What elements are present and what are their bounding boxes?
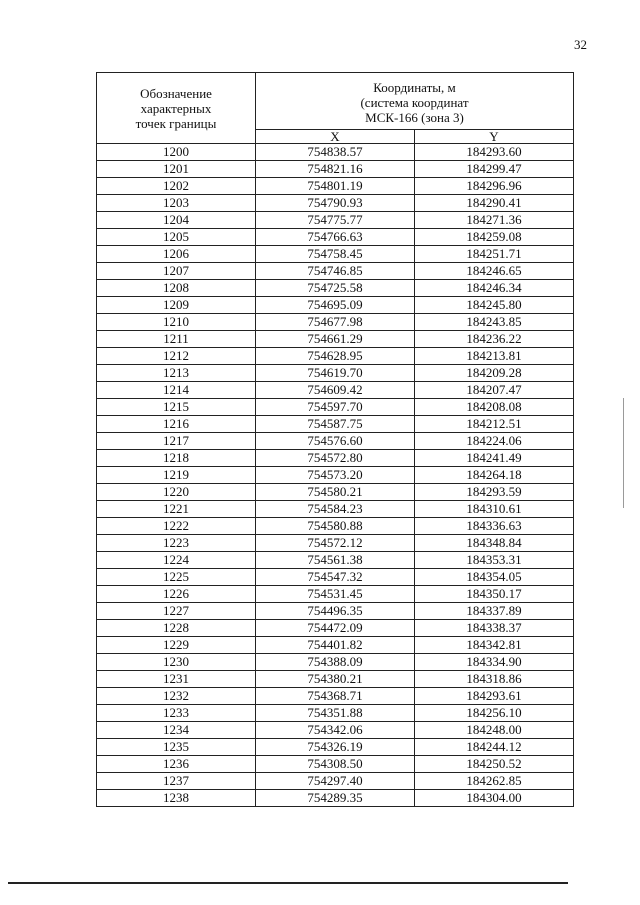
footer-rule xyxy=(8,882,568,884)
point-cell: 1212 xyxy=(97,348,256,365)
table-row xyxy=(97,195,574,212)
table-row xyxy=(97,178,574,195)
y-coordinate-cell: 184244.12 xyxy=(415,739,574,756)
x-coordinate-cell: 754580.88 xyxy=(256,518,415,535)
x-coordinate-cell: 754597.70 xyxy=(256,399,415,416)
table-row xyxy=(97,365,574,382)
x-coordinate-cell: 754790.93 xyxy=(256,195,415,212)
point-cell: 1224 xyxy=(97,552,256,569)
table-row xyxy=(97,535,574,552)
point-cell: 1222 xyxy=(97,518,256,535)
x-coordinate-cell: 754531.45 xyxy=(256,586,415,603)
y-coordinate-cell: 184259.08 xyxy=(415,229,574,246)
table-body xyxy=(97,144,574,807)
table-row xyxy=(97,569,574,586)
table-row xyxy=(97,416,574,433)
y-coordinate-cell: 184353.31 xyxy=(415,552,574,569)
x-coordinate-cell: 754572.12 xyxy=(256,535,415,552)
table-row xyxy=(97,671,574,688)
table-row xyxy=(97,688,574,705)
x-coordinate-cell: 754351.88 xyxy=(256,705,415,722)
x-coordinate-cell: 754801.19 xyxy=(256,178,415,195)
table-row xyxy=(97,790,574,807)
x-coordinate-cell: 754368.71 xyxy=(256,688,415,705)
x-coordinate-cell: 754289.35 xyxy=(256,790,415,807)
point-cell: 1213 xyxy=(97,365,256,382)
table-row xyxy=(97,501,574,518)
x-coordinate-cell: 754580.21 xyxy=(256,484,415,501)
y-coordinate-cell: 184293.60 xyxy=(415,144,574,161)
header-y: Y xyxy=(415,130,574,144)
table-row xyxy=(97,586,574,603)
table-row xyxy=(97,263,574,280)
table-row xyxy=(97,246,574,263)
header-point-line: характерных xyxy=(140,100,212,116)
y-coordinate-cell: 184337.89 xyxy=(415,603,574,620)
table-row xyxy=(97,382,574,399)
table-row xyxy=(97,399,574,416)
point-cell: 1237 xyxy=(97,773,256,790)
x-coordinate-cell: 754775.77 xyxy=(256,212,415,229)
x-coordinate-cell: 754766.63 xyxy=(256,229,415,246)
table-row xyxy=(97,297,574,314)
point-cell: 1232 xyxy=(97,688,256,705)
point-cell: 1215 xyxy=(97,399,256,416)
x-coordinate-cell: 754746.85 xyxy=(256,263,415,280)
point-cell: 1234 xyxy=(97,722,256,739)
y-coordinate-cell: 184264.18 xyxy=(415,467,574,484)
y-coordinate-cell: 184248.00 xyxy=(415,722,574,739)
point-cell: 1230 xyxy=(97,654,256,671)
page-number: 32 xyxy=(574,37,587,52)
point-cell: 1227 xyxy=(97,603,256,620)
y-coordinate-cell: 184336.63 xyxy=(415,518,574,535)
point-cell: 1208 xyxy=(97,280,256,297)
x-coordinate-cell: 754619.70 xyxy=(256,365,415,382)
header-coords-line: Координаты, м xyxy=(373,79,456,95)
margin-scan-mark xyxy=(623,398,624,508)
point-cell: 1214 xyxy=(97,382,256,399)
point-cell: 1206 xyxy=(97,246,256,263)
point-cell: 1229 xyxy=(97,637,256,654)
table-row xyxy=(97,603,574,620)
table-header xyxy=(97,73,574,144)
y-coordinate-cell: 184338.37 xyxy=(415,620,574,637)
table-row xyxy=(97,654,574,671)
table-row xyxy=(97,637,574,654)
table-row xyxy=(97,450,574,467)
table-row xyxy=(97,620,574,637)
x-coordinate-cell: 754496.35 xyxy=(256,603,415,620)
point-cell: 1205 xyxy=(97,229,256,246)
x-coordinate-cell: 754572.80 xyxy=(256,450,415,467)
point-cell: 1202 xyxy=(97,178,256,195)
y-coordinate-cell: 184245.80 xyxy=(415,297,574,314)
point-cell: 1221 xyxy=(97,501,256,518)
x-coordinate-cell: 754661.29 xyxy=(256,331,415,348)
table-row xyxy=(97,756,574,773)
point-cell: 1203 xyxy=(97,195,256,212)
y-coordinate-cell: 184342.81 xyxy=(415,637,574,654)
coordinates-table xyxy=(96,72,574,807)
x-coordinate-cell: 754380.21 xyxy=(256,671,415,688)
y-coordinate-cell: 184334.90 xyxy=(415,654,574,671)
table-row xyxy=(97,484,574,501)
y-coordinate-cell: 184209.28 xyxy=(415,365,574,382)
point-cell: 1231 xyxy=(97,671,256,688)
table-row xyxy=(97,467,574,484)
header-point-designation xyxy=(97,73,256,144)
x-coordinate-cell: 754326.19 xyxy=(256,739,415,756)
point-cell: 1219 xyxy=(97,467,256,484)
point-cell: 1216 xyxy=(97,416,256,433)
table-row xyxy=(97,229,574,246)
table-row xyxy=(97,331,574,348)
table-row xyxy=(97,348,574,365)
y-coordinate-cell: 184236.22 xyxy=(415,331,574,348)
x-coordinate-cell: 754547.32 xyxy=(256,569,415,586)
header-x: X xyxy=(256,130,415,144)
point-cell: 1223 xyxy=(97,535,256,552)
y-coordinate-cell: 184310.61 xyxy=(415,501,574,518)
y-coordinate-cell: 184293.59 xyxy=(415,484,574,501)
header-coords-line: МСК-166 (зона 3) xyxy=(365,109,464,125)
table-row xyxy=(97,773,574,790)
y-coordinate-cell: 184299.47 xyxy=(415,161,574,178)
x-coordinate-cell: 754838.57 xyxy=(256,144,415,161)
y-coordinate-cell: 184224.06 xyxy=(415,433,574,450)
x-coordinate-cell: 754342.06 xyxy=(256,722,415,739)
table-row xyxy=(97,739,574,756)
y-coordinate-cell: 184350.17 xyxy=(415,586,574,603)
point-cell: 1204 xyxy=(97,212,256,229)
y-coordinate-cell: 184250.52 xyxy=(415,756,574,773)
point-cell: 1235 xyxy=(97,739,256,756)
y-coordinate-cell: 184213.81 xyxy=(415,348,574,365)
point-cell: 1226 xyxy=(97,586,256,603)
y-coordinate-cell: 184318.86 xyxy=(415,671,574,688)
table-row xyxy=(97,212,574,229)
x-coordinate-cell: 754573.20 xyxy=(256,467,415,484)
point-cell: 1220 xyxy=(97,484,256,501)
y-coordinate-cell: 184256.10 xyxy=(415,705,574,722)
table-row xyxy=(97,161,574,178)
y-coordinate-cell: 184290.41 xyxy=(415,195,574,212)
header-coords-line: (система координат xyxy=(360,94,469,110)
header-point-line: Обозначение xyxy=(140,85,212,101)
table-row xyxy=(97,280,574,297)
table-row xyxy=(97,722,574,739)
point-cell: 1217 xyxy=(97,433,256,450)
point-cell: 1225 xyxy=(97,569,256,586)
table-row xyxy=(97,144,574,161)
table-row xyxy=(97,518,574,535)
y-coordinate-cell: 184293.61 xyxy=(415,688,574,705)
point-cell: 1200 xyxy=(97,144,256,161)
table-row xyxy=(97,314,574,331)
point-cell: 1211 xyxy=(97,331,256,348)
x-coordinate-cell: 754609.42 xyxy=(256,382,415,399)
y-coordinate-cell: 184304.00 xyxy=(415,790,574,807)
point-cell: 1210 xyxy=(97,314,256,331)
point-cell: 1207 xyxy=(97,263,256,280)
x-coordinate-cell: 754472.09 xyxy=(256,620,415,637)
point-cell: 1228 xyxy=(97,620,256,637)
y-coordinate-cell: 184296.96 xyxy=(415,178,574,195)
x-coordinate-cell: 754821.16 xyxy=(256,161,415,178)
header-coordinates xyxy=(256,73,574,130)
table-row xyxy=(97,433,574,450)
y-coordinate-cell: 184207.47 xyxy=(415,382,574,399)
x-coordinate-cell: 754587.75 xyxy=(256,416,415,433)
point-cell: 1201 xyxy=(97,161,256,178)
y-coordinate-cell: 184262.85 xyxy=(415,773,574,790)
x-coordinate-cell: 754628.95 xyxy=(256,348,415,365)
y-coordinate-cell: 184354.05 xyxy=(415,569,574,586)
point-cell: 1233 xyxy=(97,705,256,722)
table-row xyxy=(97,705,574,722)
x-coordinate-cell: 754308.50 xyxy=(256,756,415,773)
point-cell: 1218 xyxy=(97,450,256,467)
x-coordinate-cell: 754677.98 xyxy=(256,314,415,331)
y-coordinate-cell: 184212.51 xyxy=(415,416,574,433)
x-coordinate-cell: 754576.60 xyxy=(256,433,415,450)
y-coordinate-cell: 184246.65 xyxy=(415,263,574,280)
y-coordinate-cell: 184246.34 xyxy=(415,280,574,297)
x-coordinate-cell: 754388.09 xyxy=(256,654,415,671)
x-coordinate-cell: 754695.09 xyxy=(256,297,415,314)
y-coordinate-cell: 184243.85 xyxy=(415,314,574,331)
x-coordinate-cell: 754584.23 xyxy=(256,501,415,518)
header-point-line: точек границы xyxy=(135,115,217,131)
y-coordinate-cell: 184251.71 xyxy=(415,246,574,263)
y-coordinate-cell: 184271.36 xyxy=(415,212,574,229)
y-coordinate-cell: 184348.84 xyxy=(415,535,574,552)
point-cell: 1236 xyxy=(97,756,256,773)
x-coordinate-cell: 754401.82 xyxy=(256,637,415,654)
x-coordinate-cell: 754297.40 xyxy=(256,773,415,790)
x-coordinate-cell: 754561.38 xyxy=(256,552,415,569)
x-coordinate-cell: 754758.45 xyxy=(256,246,415,263)
table-row xyxy=(97,552,574,569)
y-coordinate-cell: 184241.49 xyxy=(415,450,574,467)
point-cell: 1209 xyxy=(97,297,256,314)
point-cell: 1238 xyxy=(97,790,256,807)
x-coordinate-cell: 754725.58 xyxy=(256,280,415,297)
y-coordinate-cell: 184208.08 xyxy=(415,399,574,416)
